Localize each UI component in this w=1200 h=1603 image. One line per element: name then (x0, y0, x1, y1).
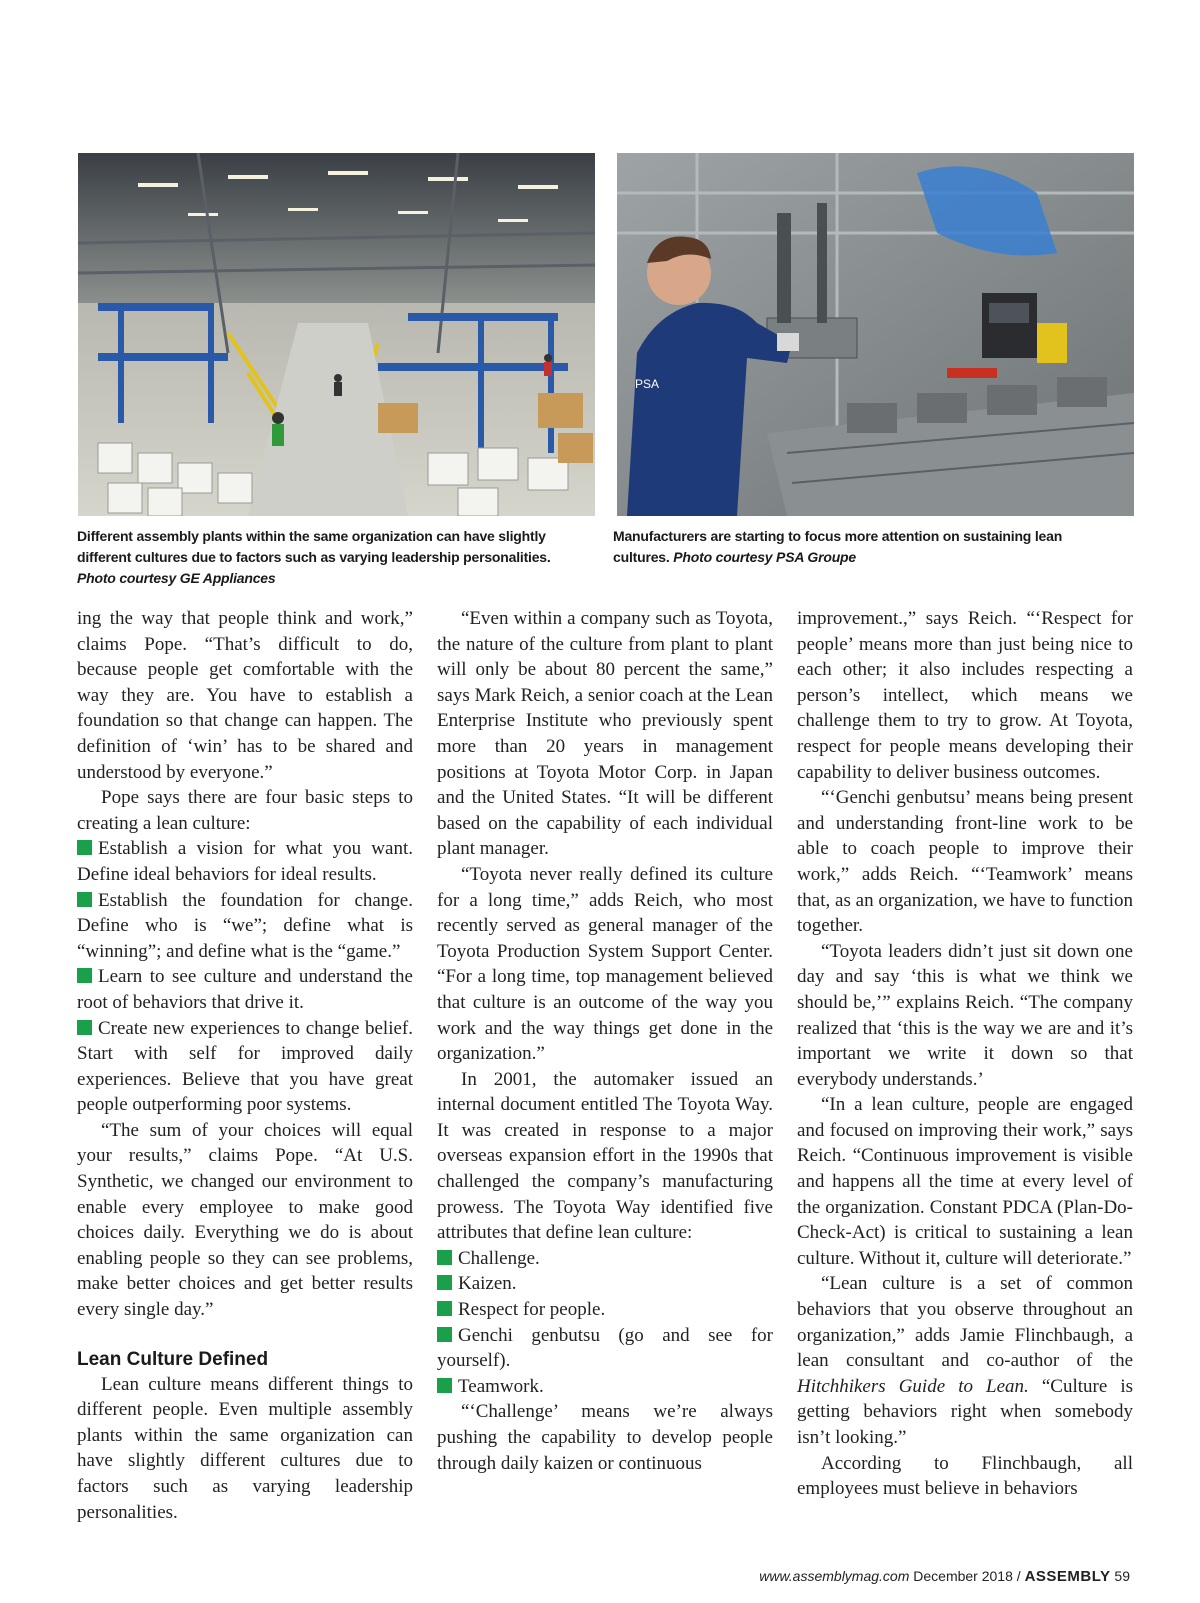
bullet-item: Create new experiences to change belief. Start with self for improved daily experiences. Believe that you have great people outperforming poor systems. (77, 1016, 413, 1118)
assembly-plant-photo (78, 153, 595, 516)
caption-left (77, 526, 597, 589)
shirt-logo-text: PSA (635, 377, 660, 391)
paragraph: According to Flinchbaugh, all employees must believe in behaviors (797, 1452, 1133, 1500)
paragraph: “Toyota never really defined its culture for a long time,” adds Reich, who most recently served as general manager of the Toyota Production System Support Center. “For a long time, top management believed that culture is an outcome of the way you work and the way things get done in the organization.” (437, 863, 773, 1065)
paragraph (797, 1271, 1133, 1450)
bullet-item: Establish a vision for what you want. Define ideal behaviors for ideal results. (77, 836, 413, 887)
bullet-item: Learn to see culture and understand the root of behaviors that drive it. (77, 964, 413, 1015)
caption-right (613, 526, 1113, 568)
paragraph: “‘Challenge’ means we’re always pushing the capability to develop people through daily kaizen or continuous (437, 1401, 773, 1474)
book-title: Hitchhikers Guide to Lean. (797, 1375, 1029, 1397)
paragraph: “‘Genchi genbutsu’ means being present and understanding front-line work to be able to coach people to improve their work,” adds Reich. “‘Teamwork’ means that, as an organization, we have to function together. (797, 787, 1133, 937)
worker-photo (617, 153, 1134, 516)
footer-date: December 2018 (913, 1568, 1013, 1584)
paragraph: improvement.,” says Reich. “‘Respect for people’ means more than just being nice to each other; it also includes respecting a person’s intellect, which means we challenge them to try to grow. At Toyota, respect for people means developing their capability to deliver business outcomes. (797, 608, 1133, 783)
page-footer (759, 1568, 1130, 1585)
footer-brand: ASSEMBLY (1024, 1568, 1111, 1585)
footer-separator: / (1016, 1568, 1021, 1584)
bullet-item: Kaizen. (437, 1271, 773, 1297)
paragraph: “Even within a company such as Toyota, the nature of the culture from plant to plant will only be about 80 percent the same,” says Mark Reich, a senior coach at the Lean Enterprise Institute who previously spent more than 20 years in management positions at Toyota Motor Corp. in Japan and the United States. “It will be different based on the capability of each individual plant manager. (437, 608, 773, 860)
article-column-1 (77, 606, 413, 1525)
paragraph: “In a lean culture, people are engaged and focused on improving their work,” says Reich. “Continuous improvement is visible and happens all the time at every level of the organization. Constant PDCA (Plan-Do-Check-Act) is critical to sustaining a lean culture. Without it, culture will deteriorate.” (797, 1094, 1133, 1269)
page-number: 59 (1114, 1568, 1130, 1584)
bullet-item: Teamwork. (437, 1374, 773, 1400)
article-column-3 (797, 606, 1133, 1502)
paragraph: Lean culture means different things to different people. Even multiple assembly plants within the same organization can have slightly different cultures due to factors such as varying leadership personalities. (77, 1373, 413, 1523)
paragraph: In 2001, the automaker issued an internal document entitled The Toyota Way. It was created in response to a major overseas expansion effort in the 1990s that challenged the company’s manufacturing prowess. The Toyota Way identified five attributes that define lean culture: (437, 1068, 773, 1244)
footer-url: www.assemblymag.com (759, 1568, 910, 1584)
paragraph: Pope says there are four basic steps to creating a lean culture: (77, 787, 413, 834)
bullet-item: Genchi genbutsu (go and see for yourself). (437, 1323, 773, 1374)
bullet-item: Establish the foundation for change. Define who is “we”; define what is “winning”; and define what is the “game.” (77, 888, 413, 965)
article-column-2 (437, 606, 773, 1476)
bullet-item: Challenge. (437, 1246, 773, 1272)
caption-left-text: Different assembly plants within the same organization can have slightly different cultures due to factors such as varying leadership personalities. (77, 528, 551, 565)
paragraph: “Toyota leaders didn’t just sit down one day and say ‘this is what we think we should be,’” explains Reich. “The company realized that ‘this is the way we are and it’s important we write it down so that everybody understands.’ (797, 940, 1133, 1090)
paragraph-text: “Lean culture is a set of common behaviors that you observe throughout an organization,” adds Jamie Flinchbaugh, a lean consultant and co-author of the (797, 1273, 1133, 1372)
caption-right-text: Manufacturers are starting to focus more attention on sustaining lean cultures. (613, 528, 1063, 565)
paragraph: “The sum of your choices will equal your results,” claims Pope. “At U.S. Synthetic, we changed our environment to enable every employee to make good choices daily. Everything we do is about enabling people so they can see problems, make better choices and get better results every single day.” (77, 1119, 413, 1321)
caption-right-credit: Photo courtesy PSA Groupe (673, 549, 856, 565)
bullet-item: Respect for people. (437, 1297, 773, 1323)
caption-left-credit: Photo courtesy GE Appliances (77, 570, 276, 586)
paragraph: ing the way that people think and work,” claims Pope. “That’s difficult to do, because people get comfortable with the way they are. You have to establish a foundation so that change can happen. The definition of ‘win’ has to be shared and understood by everyone.” (77, 608, 413, 783)
section-heading: Lean Culture Defined (77, 1348, 269, 1370)
paragraph-text: “Culture is getting behaviors right when somebody isn’t looking.” (797, 1375, 1133, 1448)
